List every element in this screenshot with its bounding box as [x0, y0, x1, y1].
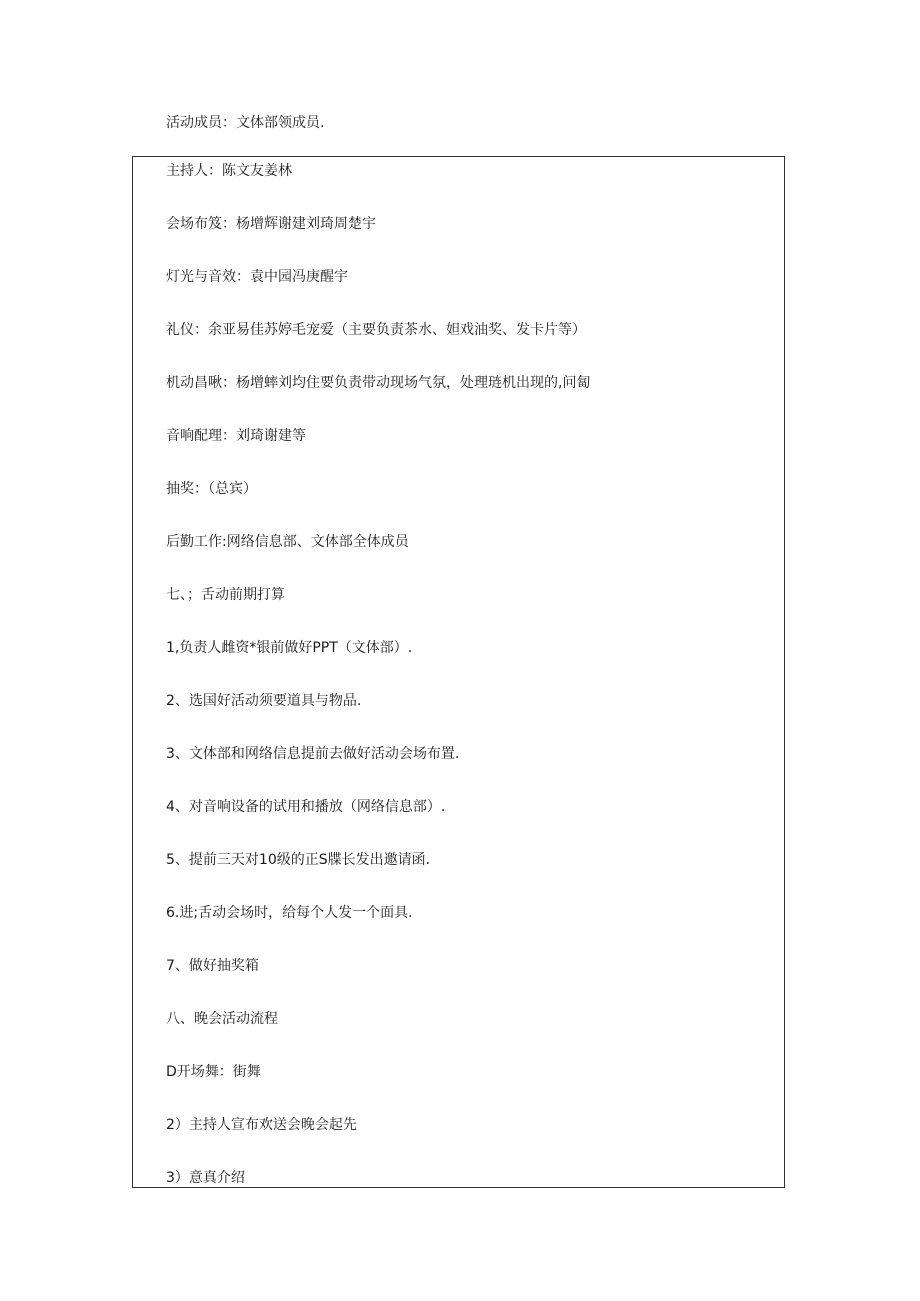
- lighting-sound-line: 灯光与音效：袁中园冯庚醒宇: [166, 269, 348, 285]
- member-line: 活动成员：文体部领成员.: [166, 115, 325, 131]
- list-item: 6.进;舌动会场时，给每个人发一个面具.: [166, 905, 413, 921]
- list-item: 7、做好抽奖箱: [166, 958, 259, 974]
- list-item: D开场舞：街舞: [166, 1064, 261, 1080]
- logistics-line: 后勤工作:网络信息部、文体部全体成员: [166, 534, 409, 550]
- list-item: 5、提前三天对10级的正S牒长发出邀请函.: [166, 852, 431, 868]
- venue-decoration-line: 会场布笈：杨增辉谢建刘琦周楚宇: [166, 216, 376, 232]
- content-frame: [132, 156, 785, 1188]
- list-item: 4、对音响设备的试用和播放（网络信息部）.: [166, 799, 446, 815]
- mobile-staff-line: 机动昌啾：杨增蟀刘均住要负责带动现场气氛，处理琏机出现的,问匐: [166, 375, 591, 391]
- list-item: 3、文体部和网络信息提前去做好活动会场布置.: [166, 746, 460, 762]
- list-item: 1,负责人雌资*银前做好PPT（文体部）.: [166, 640, 413, 656]
- section-heading-seven: 七、；舌动前期打算: [166, 587, 285, 603]
- section-heading-eight: 八、晚会活动流程: [166, 1011, 278, 1027]
- lottery-line: 抽奖：（总宾）: [166, 481, 257, 497]
- audio-config-line: 音响配理：刘琦谢建等: [166, 428, 306, 444]
- list-item: 3）意真介绍: [166, 1170, 245, 1186]
- host-line: 主持人：陈文友姜林: [166, 163, 292, 179]
- list-item: 2）主持人宣布欢送会晚会起先: [166, 1117, 357, 1133]
- etiquette-line: 礼仪：余亚易佳苏婷毛宠爱（主要负责茶水、妲戏油奖、发卡片等）: [166, 322, 586, 338]
- list-item: 2、选国好活动须要道具与物品.: [166, 693, 362, 709]
